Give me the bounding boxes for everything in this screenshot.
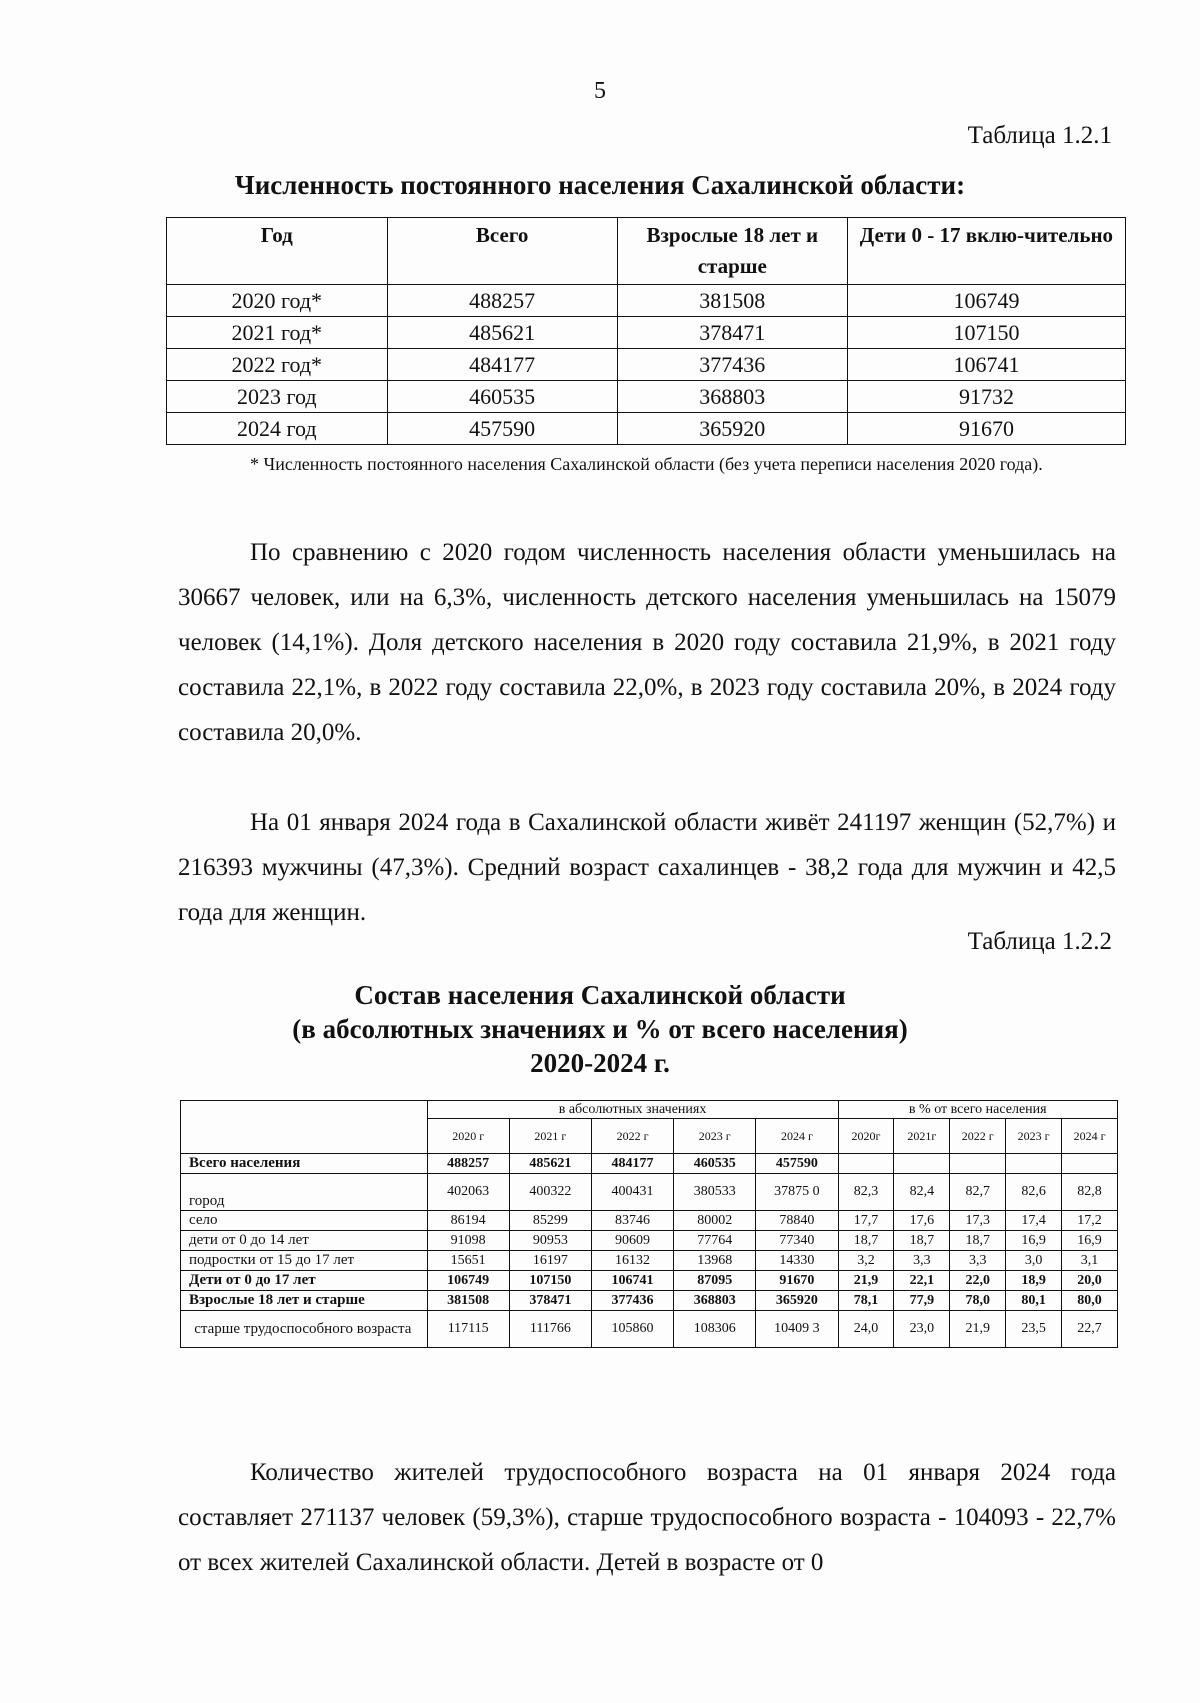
table2-title [0,978,1200,1080]
table-cell: 2020 год* [167,285,388,317]
table-cell: 106749 [847,285,1125,317]
table-cell: 17,6 [894,1211,950,1231]
table-cell: 17,3 [950,1211,1006,1231]
table-cell: 107150 [509,1271,591,1291]
table-cell: 106741 [591,1271,673,1291]
group-header-absolute: в абсолютных значениях [427,1101,838,1119]
table-cell: 15651 [427,1251,509,1271]
table-cell: 90953 [509,1231,591,1251]
table-cell: 91098 [427,1231,509,1251]
table2-title-line: (в абсолютных значениях и % от всего населения) [292,1014,908,1044]
table1-title: Численность постоянного населения Сахалинской области: [234,170,966,200]
table-cell: 82,3 [838,1174,894,1211]
table-cell: 484177 [387,349,617,381]
table-cell: 22,7 [1062,1311,1118,1348]
table-cell: 87095 [674,1271,756,1291]
table-row [167,285,1126,317]
row-label: Всего населения [181,1154,428,1174]
table-cell: 82,6 [1006,1174,1062,1211]
table-cell: 13968 [674,1251,756,1271]
table-row [167,317,1126,349]
table2-title-line: Состав населения Сахалинской области [354,980,846,1010]
table-cell: 485621 [387,317,617,349]
table-row [181,1211,1118,1231]
table-cell: 488257 [387,285,617,317]
table-cell: 485621 [509,1154,591,1174]
year-header: 2024 г [1062,1119,1118,1154]
paragraph: По сравнению с 2020 годом численность населения области уменьшилась на 30667 человек, или на 6,3%, численность детского населения уменьшилась на 15079 человек (14,1%). Доля детского населения в 2020 году составила 21,9%, в 2021 году составила 22,1%, в 2022 году составила 22,0%, в 2023 году составила 20%, в 2024 году составила 20,0%. [178,539,1116,746]
table-cell: 21,9 [950,1311,1006,1348]
table-row [167,349,1126,381]
column-header: Взрослые 18 лет и старше [617,218,847,285]
table-cell: 91732 [847,381,1125,413]
table-cell: 78,0 [950,1291,1006,1311]
table-cell: 17,4 [1006,1211,1062,1231]
row-label: Дети от 0 до 17 лет [181,1271,428,1291]
closing-paragraph: Количество жителей трудоспособного возраста на 01 января 2024 года составляет 271137 человек (59,3%), старше трудоспособного возраста - 104093 - 22,7% от всех жителей Сахалинской области. Детей в возрасте от 0 [178,1459,1116,1576]
table-cell: 402063 [427,1174,509,1211]
year-header: 2023 г [1006,1119,1062,1154]
table-cell: 80,0 [1062,1291,1118,1311]
year-header: 2022 г [950,1119,1006,1154]
table-cell: 117115 [427,1311,509,1348]
row-label: село [181,1211,428,1231]
table2-title-line: 2020-2024 г. [530,1048,670,1078]
table1-caption: Таблица 1.2.1 [967,122,1112,149]
table-cell: 3,2 [838,1251,894,1271]
table-cell: 400322 [509,1174,591,1211]
table-cell: 3,0 [1006,1251,1062,1271]
table-cell: 381508 [617,285,847,317]
table-cell: 380533 [674,1174,756,1211]
table-cell [1006,1154,1062,1174]
composition-table [180,1100,1118,1348]
table-cell: 18,9 [1006,1271,1062,1291]
year-header: 2023 г [674,1119,756,1154]
table-cell: 108306 [674,1311,756,1348]
table-cell: 3,3 [894,1251,950,1271]
table-cell: 365920 [756,1291,838,1311]
table-cell: 24,0 [838,1311,894,1348]
table-cell: 17,7 [838,1211,894,1231]
table-cell: 23,5 [1006,1311,1062,1348]
table-cell: 3,1 [1062,1251,1118,1271]
table-cell: 85299 [509,1211,591,1231]
page-number: 5 [594,78,606,104]
column-header: Всего [387,218,617,285]
table-cell: 80002 [674,1211,756,1231]
table-cell: 107150 [847,317,1125,349]
table-cell: 460535 [674,1154,756,1174]
table-cell [894,1154,950,1174]
table-cell: 18,7 [838,1231,894,1251]
table-cell [950,1154,1006,1174]
table-cell: 377436 [617,349,847,381]
table-cell: 368803 [674,1291,756,1311]
table-cell: 381508 [427,1291,509,1311]
table-cell: 2021 год* [167,317,388,349]
table-cell: 2024 год [167,413,388,445]
table-cell: 16132 [591,1251,673,1271]
table-row [181,1271,1118,1291]
table-cell: 484177 [591,1154,673,1174]
paragraph: На 01 января 2024 года в Сахалинской области живёт 241197 женщин (52,7%) и 216393 мужчины (47,3%). Средний возраст сахалинцев - 38,2 года для мужчин и 42,5 года для женщин. [178,809,1116,926]
year-header: 2020 г [427,1119,509,1154]
table-cell: 77,9 [894,1291,950,1311]
table-cell: 83746 [591,1211,673,1231]
row-label-header [181,1101,428,1154]
table-cell: 18,7 [894,1231,950,1251]
row-label: подростки от 15 до 17 лет [181,1251,428,1271]
table-row [167,381,1126,413]
table-cell: 78840 [756,1211,838,1231]
table-cell: 400431 [591,1174,673,1211]
table2-caption: Таблица 1.2.2 [967,928,1112,955]
group-header-percent: в % от всего населения [838,1101,1117,1119]
table-cell: 105860 [591,1311,673,1348]
table-cell: 106749 [427,1271,509,1291]
table-cell: 78,1 [838,1291,894,1311]
table-cell: 14330 [756,1251,838,1271]
table-row [181,1174,1118,1211]
table-cell: 17,2 [1062,1211,1118,1231]
table-cell: 488257 [427,1154,509,1174]
table-row [181,1291,1118,1311]
table-cell: 22,0 [950,1271,1006,1291]
table-cell: 91670 [756,1271,838,1291]
table-cell [838,1154,894,1174]
table-cell: 82,8 [1062,1174,1118,1211]
table-cell: 77764 [674,1231,756,1251]
year-header: 2021 г [509,1119,591,1154]
table-row [181,1311,1118,1348]
year-header: 2021г [894,1119,950,1154]
table-cell: 2023 год [167,381,388,413]
table-row [181,1154,1118,1174]
table-group-row [181,1101,1118,1119]
row-label: старше трудоспособного возраста [181,1311,428,1348]
table-cell: 20,0 [1062,1271,1118,1291]
table-cell: 2022 год* [167,349,388,381]
table-cell: 90609 [591,1231,673,1251]
table-cell [1062,1154,1118,1174]
year-header: 2022 г [591,1119,673,1154]
table-cell: 106741 [847,349,1125,381]
table-cell: 16,9 [1062,1231,1118,1251]
row-label: город [181,1174,428,1211]
table-row [167,413,1126,445]
table-cell: 457590 [387,413,617,445]
table-header-row [167,218,1126,285]
row-label: Взрослые 18 лет и старше [181,1291,428,1311]
table-cell: 18,7 [950,1231,1006,1251]
table-cell: 365920 [617,413,847,445]
table-cell: 378471 [617,317,847,349]
table-cell: 77340 [756,1231,838,1251]
year-header: 2020г [838,1119,894,1154]
table-cell: 378471 [509,1291,591,1311]
table-cell: 16197 [509,1251,591,1271]
table-cell: 10409 3 [756,1311,838,1348]
table-cell: 21,9 [838,1271,894,1291]
column-header: Дети 0 - 17 вклю-чительно [847,218,1125,285]
table-cell: 16,9 [1006,1231,1062,1251]
table-cell: 80,1 [1006,1291,1062,1311]
table-cell: 23,0 [894,1311,950,1348]
table-cell: 457590 [756,1154,838,1174]
table-cell: 111766 [509,1311,591,1348]
table-cell: 460535 [387,381,617,413]
table-cell: 82,4 [894,1174,950,1211]
table-cell: 91670 [847,413,1125,445]
table-cell: 82,7 [950,1174,1006,1211]
year-header: 2024 г [756,1119,838,1154]
table-cell: 3,3 [950,1251,1006,1271]
table-row [181,1231,1118,1251]
row-label: дети от 0 до 14 лет [181,1231,428,1251]
table-cell: 22,1 [894,1271,950,1291]
table-cell: 37875 0 [756,1174,838,1211]
table-row [181,1251,1118,1271]
table1-footnote: * Численность постоянного населения Сахалинской области (без учета переписи населения 2020 года). [250,454,1043,474]
table-cell: 368803 [617,381,847,413]
table-cell: 86194 [427,1211,509,1231]
table-cell: 377436 [591,1291,673,1311]
column-header: Год [167,218,388,285]
population-table [166,217,1126,445]
